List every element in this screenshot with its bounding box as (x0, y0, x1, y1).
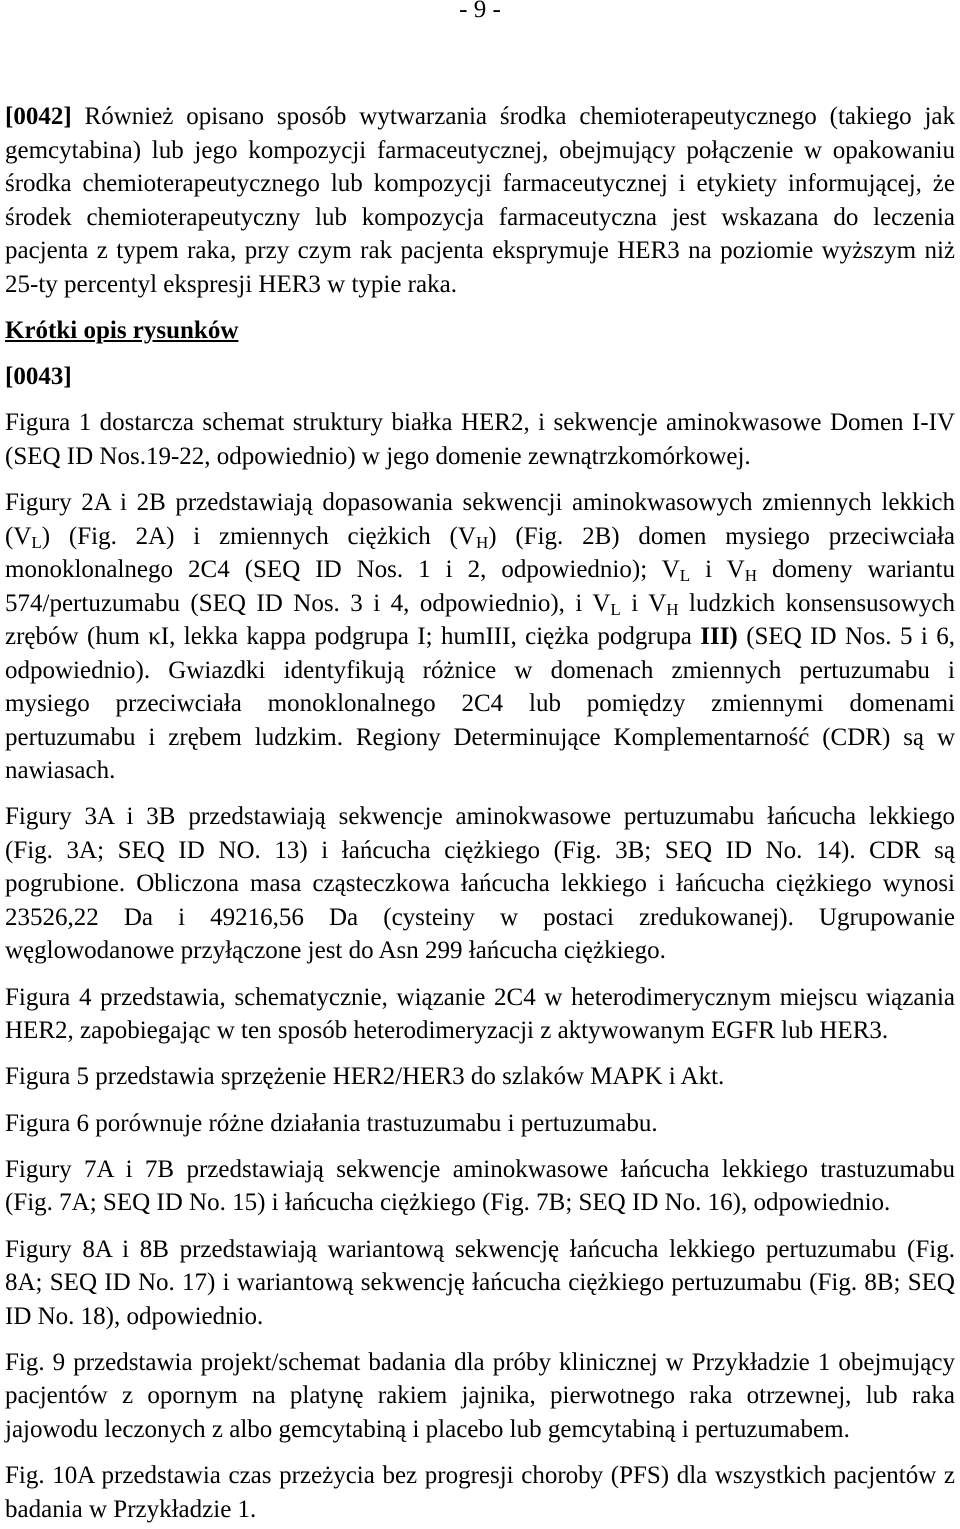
line-text: środka chemioterapeutycznego lub kompozycji farmaceutycznej i etykiety informującej, że (5, 170, 955, 197)
text-line (5, 268, 955, 302)
document-body (5, 100, 955, 1526)
line-text: i V (690, 556, 745, 583)
bold-text: [0042] (5, 103, 72, 130)
text-line (5, 1107, 955, 1141)
text-line (5, 406, 955, 440)
line-text: jajowodu leczonych z albo gemcytabiną i placebo lub gemcytabiną i pertuzumabem. (5, 1415, 850, 1443)
line-text: Figura 6 porównuje różne działania trastuzumabu i pertuzumabu. (5, 1109, 658, 1137)
line-text: Fig. 9 przedstawia projekt/schemat badania dla próby klinicznej w Przykładzie 1 obejmujący (5, 1348, 955, 1376)
line-text: 25-ty percentyl ekspresji HER3 w typie raka. (5, 270, 457, 298)
text-line (5, 834, 955, 868)
figure-1-description (5, 406, 955, 473)
line-text: ) (Fig. 2A) i zmiennych ciężkich (V (41, 522, 476, 550)
line-text: (SEQ ID Nos.19-22, odpowiednio) w jego domenie zewnątrzkomórkowej. (5, 442, 751, 470)
line-text: środek chemioterapeutyczny lub kompozycja farmaceutyczna jest wskazana do leczenia (5, 203, 955, 231)
figures-8a-8b-description (5, 1233, 955, 1334)
text-line (5, 1153, 955, 1187)
line-text: mysiego przeciwciała monoklonalnego 2C4 lub pomiędzy zmiennymi domenami (5, 690, 955, 717)
line-text: Figury 7A i 7B przedstawiają sekwencje aminokwasowe łańcucha lekkiego trastuzumabu (5, 1155, 955, 1183)
line-text: Figura 5 przedstawia sprzężenie HER2/HER3 do szlaków MAPK i Akt. (5, 1063, 725, 1091)
line-text: (Fig. 3A; SEQ ID NO. 13) i łańcucha ciężkiego (Fig. 3B; SEQ ID No. 14). CDR są (5, 836, 955, 864)
line-text: ludzkich konsensusowych (678, 589, 955, 617)
line-text: i V (620, 589, 667, 617)
figure-6-description (5, 1107, 955, 1141)
text-line (5, 100, 955, 134)
page-number: - 9 - (459, 0, 501, 23)
text-line (5, 234, 955, 268)
text-line (5, 901, 955, 935)
text-line (5, 654, 955, 688)
line-text: badania w Przykładzie 1. (5, 1495, 257, 1523)
section-heading: Krótki opis rysunków (5, 316, 239, 344)
line-text: 8A; SEQ ID No. 17) i wariantową sekwencję łańcucha ciężkiego pertuzumabu (Fig. 8B; SEQ (5, 1269, 955, 1296)
text-line (5, 1060, 955, 1094)
text-line (5, 1233, 955, 1267)
figures-7a-7b-description (5, 1153, 955, 1220)
text-line (5, 553, 955, 587)
text-line (5, 1493, 955, 1527)
text-line (5, 486, 955, 520)
text-line (5, 687, 955, 721)
line-text: pertuzumabu i zrębem ludzkim. Regiony Determinujące Komplementarność (CDR) są w (5, 723, 955, 751)
bold-text: III) (700, 623, 738, 650)
subscript-text: L (31, 532, 42, 552)
figures-2a-2b-description (5, 486, 955, 788)
paragraph-0042 (5, 100, 955, 301)
subscript-text: H (475, 532, 489, 552)
text-line (5, 800, 955, 834)
subscript-text: L (610, 599, 621, 619)
line-text: ID No. 18), odpowiednio. (5, 1302, 264, 1330)
text-line (5, 721, 955, 755)
line-text: 574/pertuzumabu (SEQ ID Nos. 3 i 4, odpowiednio), i V (5, 589, 611, 617)
text-line (5, 134, 955, 168)
text-line (5, 201, 955, 235)
line-text: Figury 8A i 8B przedstawiają wariantową sekwencję łańcucha lekkiego pertuzumabu (Fig. (5, 1235, 955, 1263)
subscript-text: L (679, 566, 691, 585)
line-text: pacjentów z opornym na platynę rakiem jajnika, pierwotnego raka otrzewnej, lub raka (5, 1382, 955, 1410)
text-line (5, 520, 955, 554)
line-text: zrębów (hum κI, lekka kappa podgrupa I; humIII, ciężka podgrupa (5, 623, 701, 650)
line-text: pacjenta z typem raka, przy czym rak pacjenta eksprymuje HER3 na poziomie wyższym niż (5, 237, 955, 264)
line-text: (Fig. 7A; SEQ ID No. 15) i łańcucha ciężkiego (Fig. 7B; SEQ ID No. 16), odpowiednio. (5, 1189, 891, 1217)
text-line (5, 1346, 955, 1380)
subscript-text: H (744, 566, 757, 585)
figure-9-description (5, 1346, 955, 1447)
line-text: ) (Fig. 2B) domen mysiego przeciwciała (488, 522, 955, 550)
line-text: 23526,22 Da i 49216,56 Da (cysteiny w postaci zredukowanej). Ugrupowanie (5, 903, 955, 931)
text-line (5, 934, 955, 968)
text-line (5, 620, 955, 654)
paragraph-number-0043: [0043] (5, 363, 72, 390)
text-line (5, 587, 955, 621)
text-line (5, 1459, 955, 1493)
line-text: domeny wariantu (756, 556, 955, 583)
line-text: Również opisano sposób wytwarzania środka chemioterapeutycznego (takiego jak (71, 103, 955, 130)
text-line (5, 1413, 955, 1447)
text-line (5, 1300, 955, 1334)
line-text: odpowiednio). Gwiazdki identyfikują różnice w domenach zmiennych pertuzumabu i (5, 656, 955, 684)
text-line (5, 1014, 955, 1048)
line-text: Figury 3A i 3B przedstawiają sekwencje aminokwasowe pertuzumabu łańcucha lekkiego (5, 803, 955, 831)
text-line (5, 440, 955, 474)
line-text: monoklonalnego 2C4 (SEQ ID Nos. 1 i 2, odpowiednio); V (5, 556, 680, 583)
line-text: węglowodanowe przyłączone jest do Asn 299 łańcucha ciężkiego. (5, 937, 666, 965)
line-text: Figury 2A i 2B przedstawiają dopasowania sekwencji aminokwasowych zmiennych lekkich (5, 489, 955, 516)
line-text: Figura 4 przedstawia, schematycznie, wiązanie 2C4 w heterodimerycznym miejscu wiązania (5, 983, 955, 1011)
line-text: Fig. 10A przedstawia czas przeżycia bez progresji choroby (PFS) dla wszystkich pacjentów z (5, 1462, 955, 1489)
text-line (5, 1379, 955, 1413)
line-text: nawiasach. (5, 757, 116, 784)
text-line (5, 1266, 955, 1300)
line-text: (SEQ ID Nos. 5 i 6, (737, 623, 955, 650)
text-line (5, 867, 955, 901)
line-text: (V (5, 522, 32, 550)
text-line (5, 1186, 955, 1220)
subscript-text: H (666, 599, 679, 619)
line-text: pogrubione. Obliczona masa cząsteczkowa łańcucha lekkiego i łańcucha ciężkiego wynosi (5, 870, 955, 898)
line-text: gemcytabina) lub jego kompozycji farmaceutycznej, obejmujący połączenie w opakowaniu (5, 136, 955, 164)
line-text: HER2, zapobiegając w ten sposób heterodimeryzacji z aktywowanym EGFR lub HER3. (5, 1017, 889, 1044)
text-line (5, 754, 955, 788)
figures-3a-3b-description (5, 800, 955, 968)
line-text: Figura 1 dostarcza schemat struktury białka HER2, i sekwencje aminokwasowe Domen I-IV (5, 409, 955, 437)
figure-5-description (5, 1060, 955, 1094)
figure-10a-description (5, 1459, 955, 1526)
text-line (5, 167, 955, 201)
figure-4-description (5, 981, 955, 1048)
text-line (5, 981, 955, 1015)
